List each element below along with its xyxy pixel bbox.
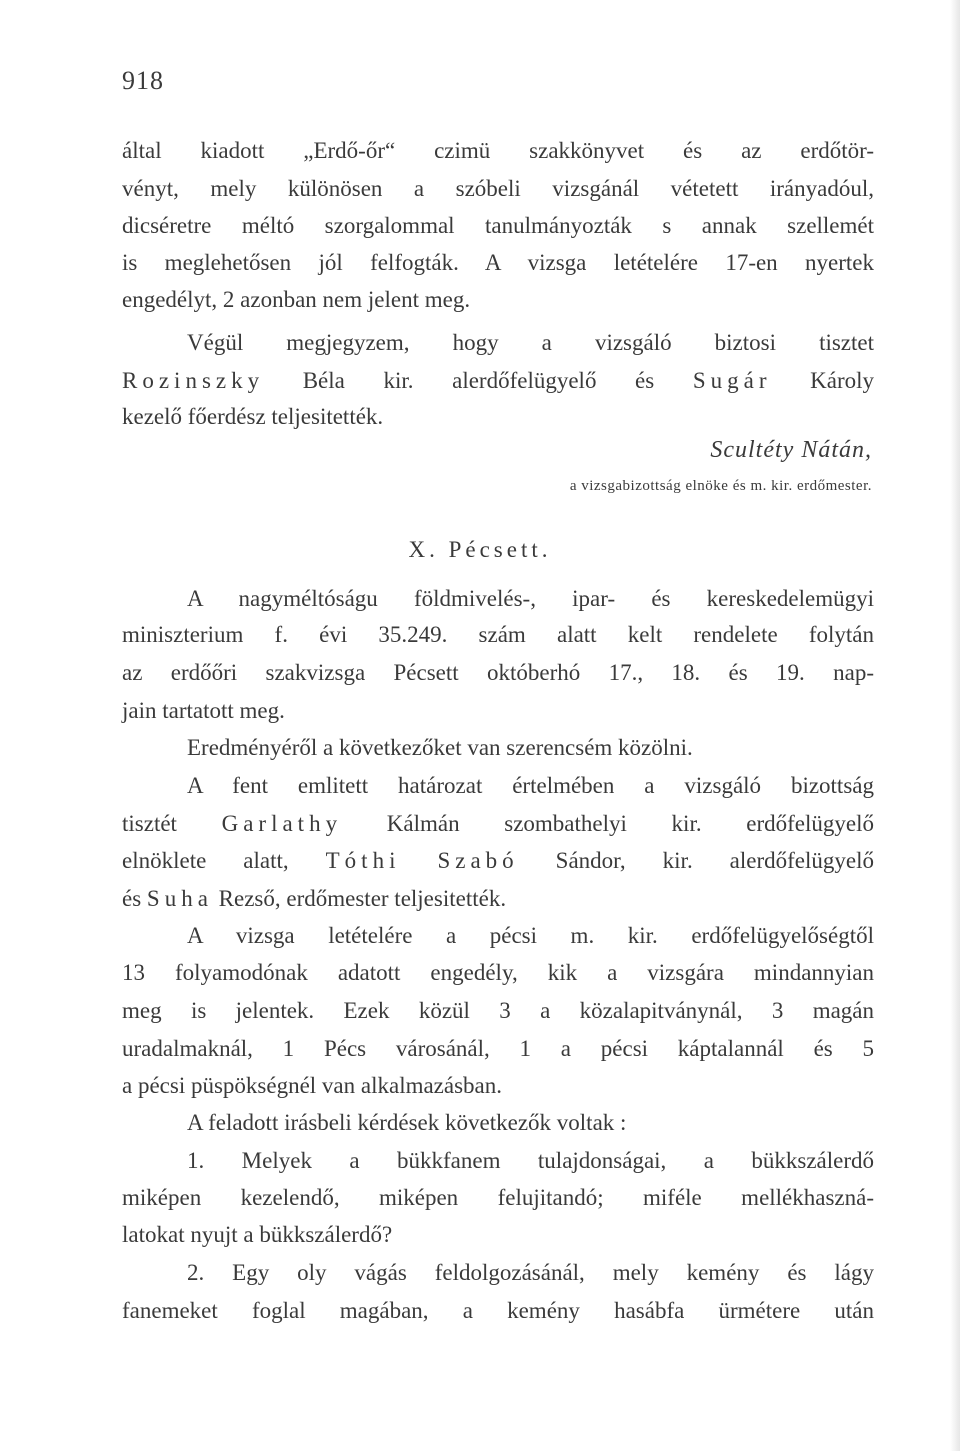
person-name: Rozinszky	[122, 368, 265, 393]
signature-title: a vizsgabizottság elnöke és m. kir. erdőmester.	[569, 478, 872, 494]
text-line: a pécsi püspökségnél van alkalmazásban.	[122, 1073, 503, 1098]
text-line	[122, 809, 874, 839]
text-line	[122, 884, 874, 914]
text-line: meg is jelentek. Ezek közül 3 a közalapitványnál, 3 magán	[122, 998, 874, 1023]
text-line: jain tartatott meg.	[122, 698, 285, 723]
text-segment: és	[122, 886, 147, 911]
text-line: A vizsga letételére a pécsi m. kir. erdőfelügyelőségtől	[187, 923, 874, 948]
text-line: által kiadott „Erdő-őr“ czimü szakkönyvet és az erdőtör-	[122, 138, 874, 163]
text-segment: elnöklete alatt,	[122, 848, 326, 873]
text-line: A feladott irásbeli kérdések következők voltak :	[187, 1110, 627, 1135]
text-segment: Rezső, erdőmester teljesitették.	[212, 886, 507, 911]
text-line: Végül megjegyzem, hogy a vizsgáló biztosi tisztet	[187, 330, 874, 355]
text-line	[122, 366, 874, 396]
person-name: Tóthi	[325, 848, 401, 873]
text-line: miniszterium f. évi 35.249. szám alatt kelt rendelete folytán	[122, 622, 874, 647]
text-segment: tisztét	[122, 811, 222, 836]
text-line: vényt, mely különösen a szóbeli vizsgánál vétetett irányadóul,	[122, 176, 874, 201]
text-line: is meglehetősen jól felfogták. A vizsga letételére 17-en nyertek	[122, 250, 874, 275]
text-line: 1. Melyek a bükkfanem tulajdonságai, a bükkszálerdő	[187, 1148, 874, 1173]
text-line: az erdőőri szakvizsga Pécsett októberhó 17., 18. és 19. nap-	[122, 660, 874, 685]
text-line: 2. Egy oly vágás feldolgozásánál, mely kemény és lágy	[187, 1260, 874, 1285]
text-line: engedélyt, 2 azonban nem jelent meg.	[122, 287, 471, 312]
person-name: Szabó	[437, 848, 519, 873]
page-number: 918	[122, 66, 164, 95]
person-name: Garlathy	[221, 811, 343, 836]
text-segment: Béla kir. alerdőfelügyelő és	[264, 368, 693, 393]
text-segment	[400, 848, 437, 873]
text-line: kezelő főerdész teljesitették.	[122, 404, 384, 429]
text-line: fanemeket foglal magában, a kemény hasábfa ürmétere után	[122, 1298, 874, 1323]
text-line: A nagyméltóságu földmivelés-, ipar- és kereskedelemügyi	[187, 586, 874, 611]
text-line	[122, 846, 874, 876]
person-name: Sugár	[692, 368, 772, 393]
text-line: uradalmaknál, 1 Pécs városánál, 1 a pécsi káptalannál és 5	[122, 1036, 874, 1061]
text-segment: Károly	[771, 368, 874, 393]
text-line: 13 folyamodónak adatott engedély, kik a vizsgára mindannyian	[122, 960, 874, 985]
text-line: dicséretre méltó szorgalommal tanulmányozták s annak szellemét	[122, 213, 874, 238]
text-segment: Kálmán szombathelyi kir. erdőfelügyelő	[342, 811, 874, 836]
text-line: Eredményéről a következőket van szerencsém közölni.	[187, 735, 693, 760]
text-line: latokat nyujt a bükkszálerdő?	[122, 1222, 393, 1247]
signature-name: Scultéty Nátán,	[710, 437, 872, 463]
text-line: A fent emlitett határozat értelmében a vizsgáló bizottság	[187, 773, 874, 798]
text-line: miképen kezelendő, miképen felujitandó; miféle mellékhaszná-	[122, 1185, 874, 1210]
person-name: Suha	[146, 886, 213, 911]
text-segment: Sándor, kir. alerdőfelügyelő	[518, 848, 875, 873]
section-heading: X. Pécsett.	[408, 537, 552, 562]
page-edge-shadow	[950, 0, 960, 1451]
